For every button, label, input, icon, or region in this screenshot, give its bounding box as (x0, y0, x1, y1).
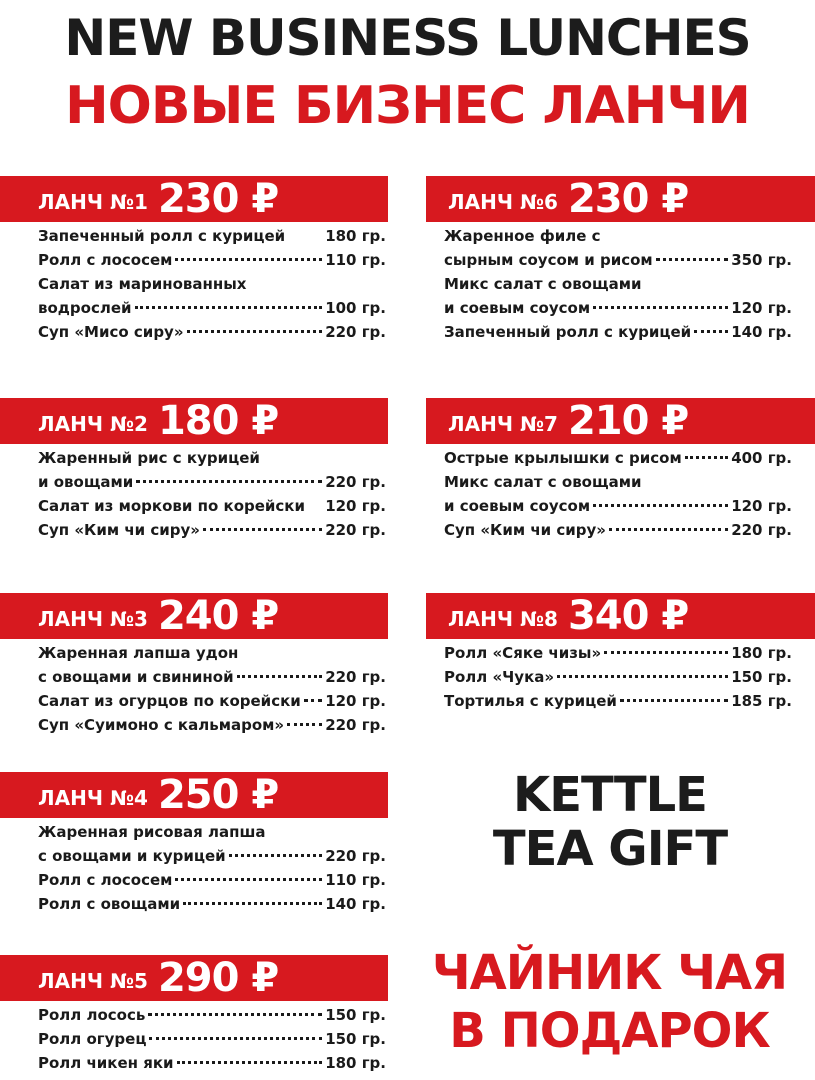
menu-item-name: Салат из маринованных (38, 275, 247, 293)
dot-leader (229, 854, 323, 857)
lunch-banner (426, 593, 815, 639)
menu-item-weight: 140 гр. (731, 323, 792, 341)
dot-leader (203, 528, 322, 531)
menu-item-name: Суп «Суимоно с кальмаром» (38, 716, 285, 734)
menu-item-row (38, 1003, 386, 1027)
menu-item-row (38, 820, 386, 844)
menu-item-weight: 220 гр. (325, 668, 386, 686)
page-title-russian: НОВЫЕ БИЗНЕС ЛАНЧИ (65, 76, 750, 136)
menu-item-row (38, 224, 386, 248)
menu-item-row (38, 641, 386, 665)
menu-item-name: и овощами (38, 473, 134, 491)
menu-item-weight: 220 гр. (325, 521, 386, 539)
promo-line: TEA GIFT (492, 821, 728, 877)
dot-leader (620, 699, 728, 702)
menu-item-weight: 220 гр. (325, 473, 386, 491)
menu-item-name: Ролл с лососем (38, 251, 173, 269)
menu-item-name: Жаренный рис с курицей (38, 449, 260, 467)
lunch-price: 230 ₽ (567, 176, 689, 222)
lunch-block-4 (8, 772, 388, 916)
lunch-block-7 (426, 398, 806, 542)
menu-item-name: Суп «Мисо сиру» (38, 323, 184, 341)
menu-item-name: Микс салат с овощами (444, 473, 642, 491)
lunch-items (426, 641, 806, 713)
lunch-block-1 (8, 176, 388, 344)
dot-leader (694, 330, 728, 333)
menu-item-weight: 220 гр. (325, 847, 386, 865)
menu-item-row (444, 272, 792, 296)
menu-item-row (444, 296, 792, 320)
dot-leader (287, 723, 322, 726)
dot-leader (609, 528, 728, 531)
dot-leader (237, 675, 323, 678)
menu-item-row (38, 689, 386, 713)
lunch-banner (0, 772, 388, 818)
lunch-block-5 (8, 955, 388, 1075)
dot-leader (175, 878, 322, 881)
menu-item-weight: 120 гр. (325, 497, 386, 515)
dot-leader (304, 699, 322, 702)
menu-item-name: Салат из моркови по корейски (38, 497, 305, 515)
menu-item-weight: 220 гр. (325, 716, 386, 734)
menu-item-row (444, 665, 792, 689)
menu-item-weight: 150 гр. (325, 1030, 386, 1048)
menu-item-name: Ролл «Сяке чизы» (444, 644, 602, 662)
dot-leader (183, 902, 322, 905)
menu-item-weight: 120 гр. (731, 299, 792, 317)
menu-item-weight: 140 гр. (325, 895, 386, 913)
menu-item-name: Жаренное филе с (444, 227, 601, 245)
promo-teapot-gift-russian (412, 944, 807, 1060)
page-title-english: NEW BUSINESS LUNCHES (64, 9, 751, 67)
menu-item-row (38, 320, 386, 344)
lunch-label: ЛАНЧ №2 (38, 412, 148, 436)
menu-item-row (444, 248, 792, 272)
dot-leader (177, 1061, 323, 1064)
menu-item-row (38, 494, 386, 518)
menu-item-row (444, 689, 792, 713)
lunch-label: ЛАНЧ №3 (38, 607, 148, 631)
menu-item-name: Микс салат с овощами (444, 275, 642, 293)
menu-item-row (444, 641, 792, 665)
menu-item-weight: 150 гр. (731, 668, 792, 686)
menu-item-name: Жаренная лапша удон (38, 644, 239, 662)
menu-item-row (38, 892, 386, 916)
menu-item-weight: 180 гр. (731, 644, 792, 662)
dot-leader (604, 651, 728, 654)
menu-item-name: Суп «Ким чи сиру» (444, 521, 606, 539)
lunch-block-3 (8, 593, 388, 737)
lunch-items (426, 224, 806, 344)
menu-item-weight: 180 гр. (325, 1054, 386, 1072)
menu-item-weight: 150 гр. (325, 1006, 386, 1024)
lunch-price: 210 ₽ (567, 398, 689, 444)
menu-item-name: Тортилья с курицей (444, 692, 617, 710)
menu-item-name: водрослей (38, 299, 132, 317)
lunch-items (8, 820, 388, 916)
menu-item-row (444, 446, 792, 470)
lunch-items (8, 641, 388, 737)
menu-item-row (38, 713, 386, 737)
menu-item-name: Острые крылышки с рисом (444, 449, 682, 467)
lunch-label: ЛАНЧ №7 (448, 412, 558, 436)
menu-item-name: Жаренная рисовая лапша (38, 823, 266, 841)
menu-item-row (444, 518, 792, 542)
dot-leader (593, 504, 728, 507)
menu-item-name: Запеченный ролл с курицей (38, 227, 286, 245)
lunch-banner (0, 176, 388, 222)
dot-leader (149, 1037, 322, 1040)
menu-item-weight: 220 гр. (325, 323, 386, 341)
lunch-label: ЛАНЧ №6 (448, 190, 558, 214)
lunch-banner (0, 955, 388, 1001)
dot-leader (136, 480, 322, 483)
promo-kettle-tea-gift (420, 768, 800, 876)
menu-item-name: и соевым соусом (444, 299, 591, 317)
lunch-price: 250 ₽ (157, 772, 279, 818)
lunch-label: ЛАНЧ №5 (38, 969, 148, 993)
menu-item-row (38, 518, 386, 542)
menu-item-name: Салат из огурцов по корейски (38, 692, 301, 710)
menu-item-name: Ролл с овощами (38, 895, 181, 913)
lunch-block-2 (8, 398, 388, 542)
dot-leader (656, 258, 728, 261)
promo-line: KETTLE (513, 767, 707, 823)
lunch-items (8, 224, 388, 344)
promo-line: В ПОДАРОК (449, 1003, 770, 1059)
lunch-block-8 (426, 593, 806, 713)
menu-item-row (38, 868, 386, 892)
lunch-price: 240 ₽ (157, 593, 279, 639)
lunch-banner (426, 176, 815, 222)
lunch-items (8, 1003, 388, 1075)
lunch-price: 290 ₽ (157, 955, 279, 1001)
menu-item-name: Ролл лосось (38, 1006, 146, 1024)
menu-item-name: Запеченный ролл с курицей (444, 323, 692, 341)
dot-leader (557, 675, 728, 678)
lunch-banner (426, 398, 815, 444)
menu-item-weight: 180 гр. (325, 227, 386, 245)
menu-item-name: и соевым соусом (444, 497, 591, 515)
menu-item-row (38, 844, 386, 868)
menu-item-row (38, 272, 386, 296)
lunch-price: 230 ₽ (157, 176, 279, 222)
lunch-banner (0, 593, 388, 639)
menu-item-row (38, 446, 386, 470)
menu-item-row (444, 224, 792, 248)
menu-item-row (38, 248, 386, 272)
promo-line: ЧАЙНИК ЧАЯ (431, 945, 788, 1001)
menu-item-row (38, 1051, 386, 1075)
menu-item-row (444, 320, 792, 344)
menu-item-name: Суп «Ким чи сиру» (38, 521, 200, 539)
menu-item-row (38, 296, 386, 320)
menu-item-row (444, 470, 792, 494)
lunch-label: ЛАНЧ №4 (38, 786, 148, 810)
dot-leader (175, 258, 322, 261)
menu-item-weight: 120 гр. (325, 692, 386, 710)
menu-item-weight: 100 гр. (325, 299, 386, 317)
menu-item-name: с овощами и свининой (38, 668, 234, 686)
menu-item-row (444, 494, 792, 518)
menu-item-weight: 110 гр. (325, 871, 386, 889)
menu-item-weight: 120 гр. (731, 497, 792, 515)
lunch-price: 180 ₽ (157, 398, 279, 444)
dot-leader (593, 306, 728, 309)
menu-item-name: Ролл чикен яки (38, 1054, 174, 1072)
menu-item-weight: 220 гр. (731, 521, 792, 539)
lunch-label: ЛАНЧ №1 (38, 190, 148, 214)
dot-leader (135, 306, 323, 309)
menu-item-name: Ролл огурец (38, 1030, 147, 1048)
menu-item-weight: 350 гр. (731, 251, 792, 269)
menu-item-weight: 185 гр. (731, 692, 792, 710)
dot-leader (148, 1013, 322, 1016)
lunch-banner (0, 398, 388, 444)
lunch-block-6 (426, 176, 806, 344)
lunch-label: ЛАНЧ №8 (448, 607, 558, 631)
menu-item-name: с овощами и курицей (38, 847, 226, 865)
menu-item-row (38, 665, 386, 689)
menu-item-row (38, 1027, 386, 1051)
menu-item-name: сырным соусом и рисом (444, 251, 653, 269)
lunch-items (8, 446, 388, 542)
menu-item-name: Ролл «Чука» (444, 668, 555, 686)
dot-leader (685, 456, 728, 459)
menu-item-row (38, 470, 386, 494)
menu-item-weight: 110 гр. (325, 251, 386, 269)
menu-item-name: Ролл с лососем (38, 871, 173, 889)
dot-leader (187, 330, 323, 333)
menu-item-weight: 400 гр. (731, 449, 792, 467)
lunch-items (426, 446, 806, 542)
lunch-price: 340 ₽ (567, 593, 689, 639)
